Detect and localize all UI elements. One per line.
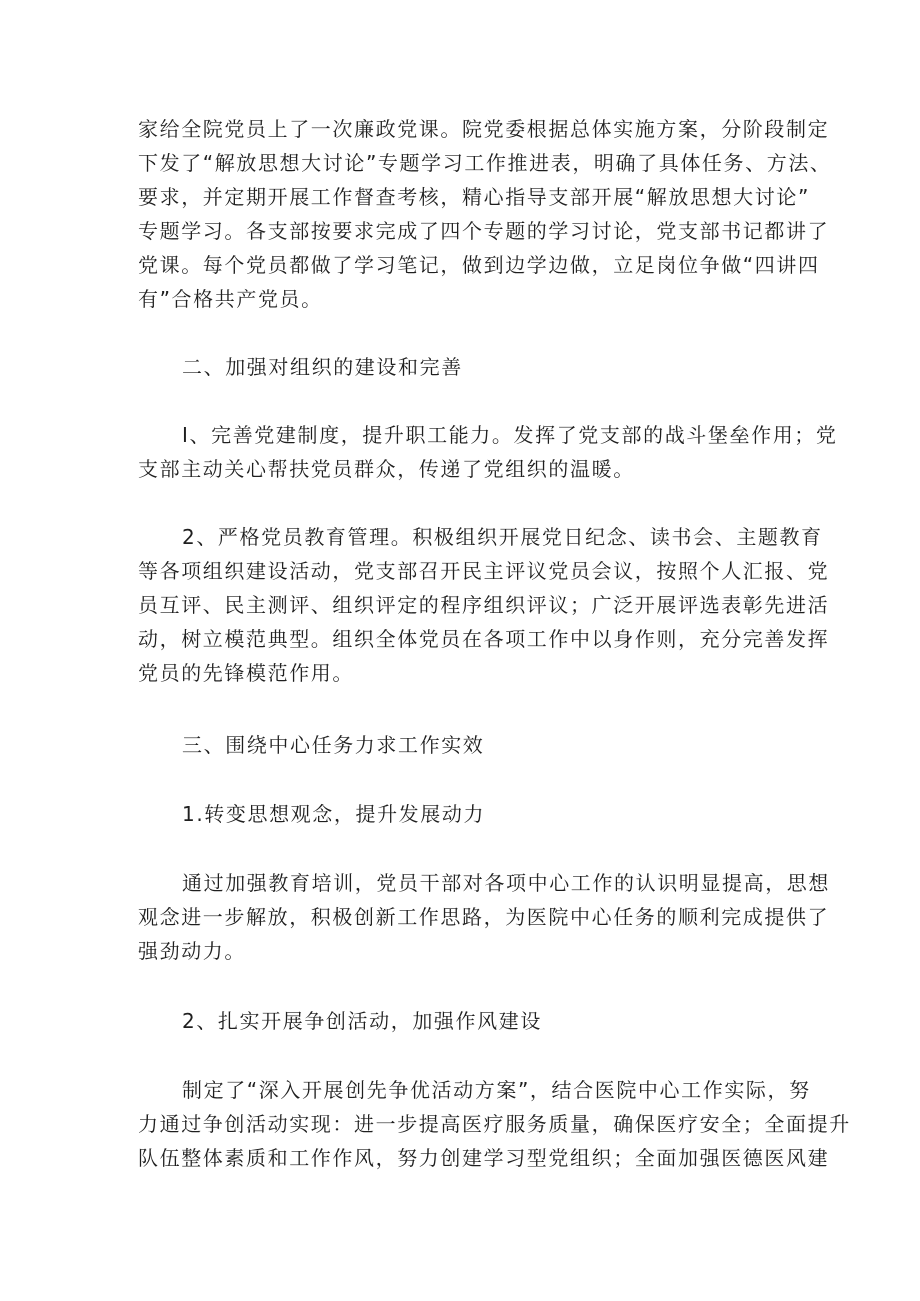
paragraph-1-line: 有”合格共产党员。 <box>138 287 323 311</box>
paragraph-1-line: 家给全院党员上了一次廉政党课。院党委根据总体实施方案，分阶段制定 <box>138 117 830 141</box>
paragraph-1-line: 要求，并定期开展工作督查考核，精心指导支部开展“解放思想大讨论” <box>138 185 810 209</box>
paragraph-3-line: 等各项组织建设活动，党支部召开民主评议党员会议，按照个人汇报、党 <box>138 559 830 583</box>
paragraph-5-line: 制定了“深入开展创先争优活动方案”，结合医院中心工作实际，努 <box>182 1078 811 1102</box>
paragraph-4-line: 观念进一步解放，积极创新工作思路，为医院中心任务的顺利完成提供了 <box>138 905 830 929</box>
paragraph-2-line: 支部主动关心帮扶党员群众，传递了党组织的温暖。 <box>138 457 635 481</box>
paragraph-3-line: 党员的先锋模范作用。 <box>138 661 354 685</box>
paragraph-5-line: 队伍整体素质和工作作风，努力创建学习型党组织；全面加强医德医风建 <box>138 1146 830 1170</box>
paragraph-3-line: 员互评、民主测评、组织评定的程序组织评议；广泛开展评选表彰先进活 <box>138 593 830 617</box>
paragraph-3-line: 动，树立模范典型。组织全体党员在各项工作中以身作则，充分完善发挥 <box>138 627 830 651</box>
paragraph-2-line: I、完善党建制度，提升职工能力。发挥了党支部的战斗堡垒作用；党 <box>182 423 838 447</box>
paragraph-4-line: 通过加强教育培训，党员干部对各项中心工作的认识明显提高，思想 <box>182 871 830 895</box>
paragraph-1-line: 专题学习。各支部按要求完成了四个专题的学习讨论，党支部书记都讲了 <box>138 219 830 243</box>
paragraph-1-line: 下发了“解放思想大讨论”专题学习工作推进表，明确了具体任务、方法、 <box>138 151 832 175</box>
section-heading-2: 二、加强对组织的建设和完善 <box>182 355 463 379</box>
paragraph-4-line: 强劲动力。 <box>138 939 246 963</box>
paragraph-1-line: 党课。每个党员都做了学习笔记，做到边学边做，立足岗位争做“四讲四 <box>138 253 820 277</box>
subsection-heading-1: 1.转变思想观念，提升发展动力 <box>182 802 486 826</box>
section-heading-3: 三、围绕中心任务力求工作实效 <box>182 733 485 757</box>
subsection-heading-2: 2、扎实开展争创活动，加强作风建设 <box>182 1009 542 1033</box>
paragraph-5-line: 力通过争创活动实现：进一步提高医疗服务质量，确保医疗安全；全面提升 <box>138 1112 851 1136</box>
paragraph-3-line: 2、严格党员教育管理。积极组织开展党日纪念、读书会、主题教育 <box>182 525 823 549</box>
